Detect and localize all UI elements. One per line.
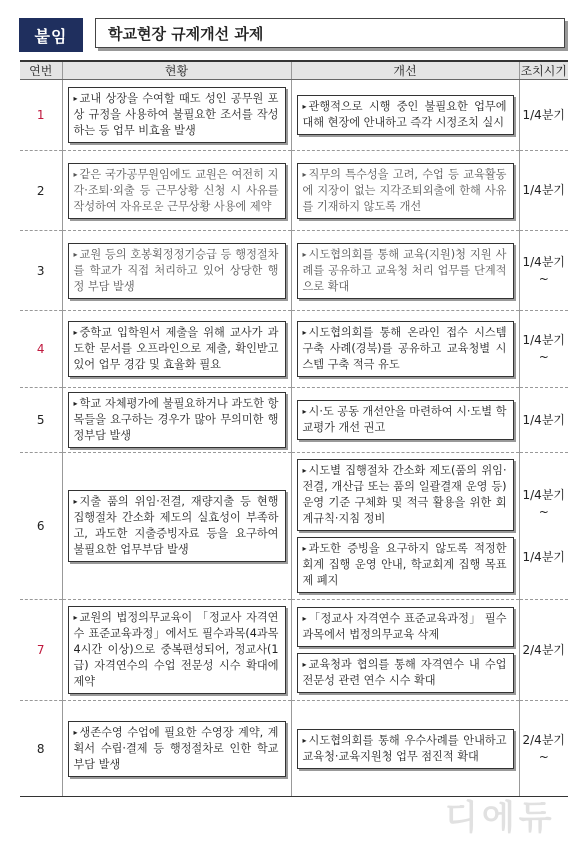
table-row: [20, 453, 568, 600]
schedule-cell: [519, 701, 568, 797]
row-number: 2: [20, 151, 62, 231]
triangle-bullet-icon: ▸: [302, 735, 307, 745]
schedule-cell: [519, 231, 568, 311]
col-header-no: 연번: [20, 61, 62, 80]
triangle-bullet-icon: ▸: [73, 613, 78, 622]
row-number: 5: [20, 388, 62, 453]
triangle-bullet-icon: ▸: [302, 249, 307, 259]
table-row: [20, 151, 568, 231]
status-text: 교원의 법정의무교육이 「정교사 자격연수 표준교육과정」에서도 필수과목(4과목 4시간 이상)으로 중복편성되어, 정교사(1급) 자격연수의 수업 전문성 시수 확대에 제약: [73, 611, 279, 688]
row-number: 6: [20, 453, 62, 600]
plan-text: 관행적으로 시행 중인 불필요한 업무에 대해 현장에 안내하고 즉각 시정조치 실시: [302, 100, 507, 129]
table-row: [20, 701, 568, 797]
row-number: 4: [20, 311, 62, 388]
watermark-logo: 디에듀: [445, 798, 556, 838]
triangle-bullet-icon: ▸: [302, 466, 307, 475]
schedule-text: 1/4분기: [522, 107, 565, 122]
table-row: [20, 388, 568, 453]
triangle-bullet-icon: ▸: [302, 544, 307, 553]
tasks-table: [20, 60, 568, 797]
row-number: 3: [20, 231, 62, 311]
schedule-cell: [519, 151, 568, 231]
plan-text: 시도협의회를 통해 교육(지원)청 지원 사례를 공유하고 교육청 처리 업무를 단계적으로 확대: [302, 247, 507, 293]
plan-cell: [291, 151, 519, 231]
plan-cell: [291, 453, 519, 600]
status-cell: [62, 453, 291, 600]
schedule-tilde: ~: [538, 271, 549, 286]
schedule-cell: [519, 80, 568, 151]
row-number: 7: [20, 600, 62, 701]
status-cell: [62, 311, 291, 388]
schedule-text: 1/4분기: [522, 549, 565, 564]
triangle-bullet-icon: ▸: [73, 328, 78, 337]
triangle-bullet-icon: ▸: [73, 727, 78, 737]
schedule-cell: [519, 388, 568, 453]
schedule-text: 1/4분기: [522, 183, 565, 197]
plan-text: 시·도 공동 개선안을 마련하여 시·도별 학교평가 개선 권고: [302, 405, 507, 434]
schedule-tilde: ~: [538, 504, 549, 519]
plan-cell: [291, 231, 519, 311]
plan-text: 시도별 집행절차 간소화 제도(품의 위임·전결, 개산급 또는 품의 일괄결재 운영 등) 운영 기준 구체화 및 적극 활용을 위한 회계규칙·지침 정비: [302, 464, 507, 525]
schedule-cell: [519, 600, 568, 701]
status-text: 지출 품의 위임·전결, 재량지출 등 현행 집행절차 간소화 제도의 실효성이 부족하고, 과도한 지출증빙자료 등을 요구하여 불필요한 업무부담 발생: [73, 495, 279, 556]
status-cell: [62, 600, 291, 701]
col-header-schedule: 조치시기: [519, 61, 568, 80]
status-text: 학교 자체평가에 불필요하거나 과도한 항목들을 요구하는 경우가 많아 무의미한 행정부담 발생: [73, 397, 279, 442]
triangle-bullet-icon: ▸: [302, 102, 307, 111]
plan-cell: [291, 311, 519, 388]
plan-text: 「정교사 자격연수 표준교육과정」 필수과목에서 법정의무교육 삭제: [302, 612, 507, 641]
triangle-bullet-icon: ▸: [302, 407, 307, 416]
schedule-tilde: ~: [538, 350, 549, 364]
schedule-cell: [519, 311, 568, 388]
triangle-bullet-icon: ▸: [73, 399, 78, 408]
plan-cell: [291, 80, 519, 151]
triangle-bullet-icon: ▸: [73, 169, 78, 179]
status-text: 중학교 입학원서 제출을 위해 교사가 과도한 문서를 오프라인으로 제출, 확인받고 있어 업무 경감 및 효율화 필요: [73, 326, 279, 371]
page-title: 학교현장 규제개선 과제: [95, 18, 565, 48]
row-number: 1: [20, 80, 62, 151]
triangle-bullet-icon: ▸: [302, 660, 307, 669]
table-header-row: [20, 61, 568, 80]
plan-cell: [291, 600, 519, 701]
table-row: [20, 600, 568, 701]
attachment-badge: 붙임: [19, 18, 83, 52]
status-cell: [62, 231, 291, 311]
col-header-status: 현황: [62, 61, 291, 80]
schedule-text: 1/4분기: [522, 412, 565, 427]
status-cell: [62, 151, 291, 231]
plan-text: 직무의 특수성을 고려, 수업 등 교육활동에 지장이 없는 지각조퇴외출에 한해 사유를 기재하지 않도록 개선: [302, 167, 507, 213]
schedule-text: 2/4분기: [522, 732, 565, 747]
schedule-cell: [519, 453, 568, 600]
plan-text: 시도협의회를 통해 온라인 접수 시스템 구축 사례(경북)를 공유하고 교육청별 시스템 구축 적극 유도: [302, 326, 507, 371]
plan-cell: [291, 701, 519, 797]
plan-text: 과도한 증빙을 요구하지 않도록 적정한 회계 집행 운영 안내, 학교회계 집행 목표제 폐지: [302, 542, 507, 587]
triangle-bullet-icon: ▸: [302, 614, 307, 623]
schedule-tilde: ~: [538, 749, 549, 764]
table-row: [20, 311, 568, 388]
plan-cell: [291, 388, 519, 453]
section-header: [19, 18, 569, 52]
schedule-text: 1/4분기: [522, 333, 565, 347]
triangle-bullet-icon: ▸: [73, 497, 78, 506]
status-text: 같은 국가공무원임에도 교원은 여전히 지각·조퇴·외출 등 근무상황 신청 시 사유를 작성하여 자유로운 근무상황 사용에 제약: [73, 167, 279, 213]
plan-text: 교육청과 협의를 통해 자격연수 내 수업 전문성 관련 연수 시수 확대: [302, 658, 507, 687]
triangle-bullet-icon: ▸: [73, 249, 78, 259]
table-row: [20, 80, 568, 151]
row-number: 8: [20, 701, 62, 797]
status-text: 생존수영 수업에 필요한 수영장 계약, 계획서 수립·결제 등 행정절차로 인한 학교 부담 발생: [73, 725, 279, 771]
plan-text: 시도협의회를 통해 우수사례를 안내하고 교육청·교육지원청 업무 점진적 확대: [302, 733, 507, 763]
schedule-text: 1/4분기: [522, 254, 565, 269]
status-text: 교내 상장을 수여할 때도 성인 공무원 포상 규정을 사용하여 불필요한 조서를 작성하는 등 업무 비효율 발생: [73, 92, 279, 137]
triangle-bullet-icon: ▸: [302, 169, 307, 179]
status-cell: [62, 701, 291, 797]
col-header-plan: 개선: [291, 61, 519, 80]
status-cell: [62, 388, 291, 453]
schedule-text: 2/4분기: [522, 642, 565, 657]
status-text: 교원 등의 호봉획정정기승급 등 행정절차를 학교가 직접 처리하고 있어 상당한 행정 부담 발생: [73, 247, 279, 293]
triangle-bullet-icon: ▸: [302, 328, 307, 337]
schedule-text: 1/4분기: [522, 487, 565, 502]
triangle-bullet-icon: ▸: [73, 94, 78, 103]
table-row: [20, 231, 568, 311]
status-cell: [62, 80, 291, 151]
